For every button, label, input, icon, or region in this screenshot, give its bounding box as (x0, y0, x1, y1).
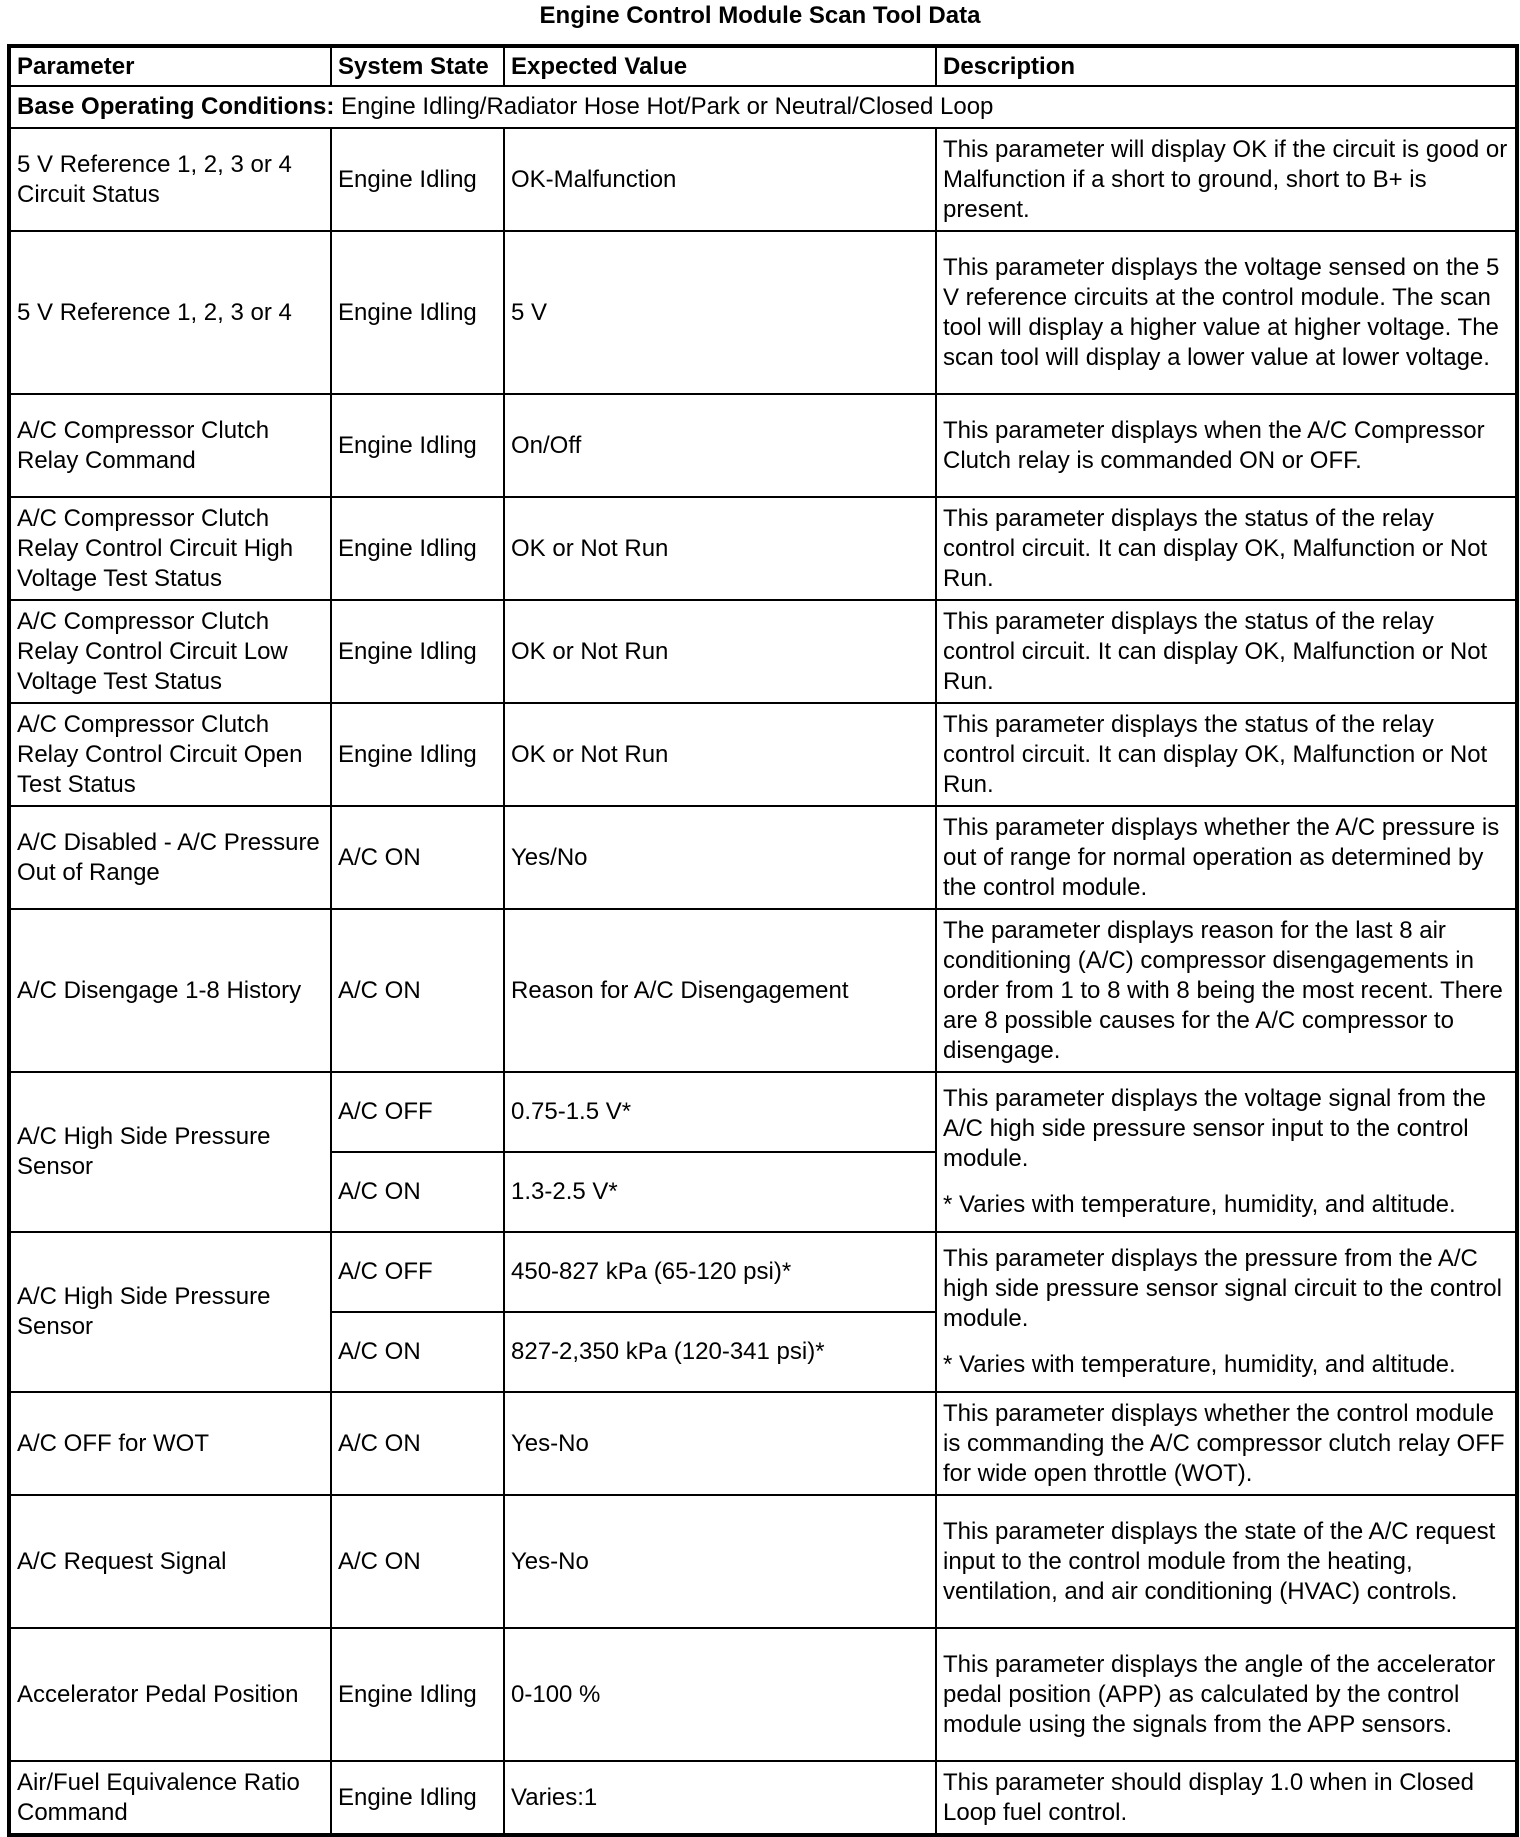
table-row (9, 703, 1517, 806)
state-cell: A/C ON (331, 1392, 504, 1495)
state-cell: Engine Idling (331, 703, 504, 806)
base-conditions (9, 86, 1517, 128)
state-cell: Engine Idling (331, 600, 504, 703)
state-cell: A/C OFF (331, 1232, 504, 1312)
table-row (9, 497, 1517, 600)
value-cell: 450-827 kPa (65-120 psi)* (504, 1232, 936, 1312)
state-cell: Engine Idling (331, 394, 504, 497)
parameter-cell: A/C High Side Pressure Sensor (9, 1072, 331, 1232)
table-row (9, 394, 1517, 497)
description-note: * Varies with temperature, humidity, and altitude. (943, 1191, 1456, 1218)
header-row (9, 46, 1517, 86)
state-cell: Engine Idling (331, 231, 504, 394)
base-conditions-row (9, 86, 1517, 128)
description-cell (936, 1072, 1517, 1232)
table-row (9, 1761, 1517, 1835)
value-cell: 0-100 % (504, 1628, 936, 1761)
table-row (9, 1392, 1517, 1495)
description-cell: This parameter displays whether the control module is commanding the A/C compressor clutch relay OFF for wide open throttle (WOT). (936, 1392, 1517, 1495)
header-expected-value: Expected Value (504, 46, 936, 86)
parameter-cell: A/C Request Signal (9, 1495, 331, 1628)
description-cell: This parameter displays the voltage sensed on the 5 V reference circuits at the control module. The scan tool will display a higher value at higher voltage. The scan tool will display a lower value at lower voltage. (936, 231, 1517, 394)
state-cell: Engine Idling (331, 497, 504, 600)
parameter-cell: A/C High Side Pressure Sensor (9, 1232, 331, 1392)
parameter-cell: A/C Compressor Clutch Relay Control Circuit High Voltage Test Status (9, 497, 331, 600)
scan-data-table (7, 44, 1519, 1837)
description-text: This parameter displays the voltage signal from the A/C high side pressure sensor input to the control module. (943, 1085, 1486, 1172)
parameter-cell: A/C Disabled - A/C Pressure Out of Range (9, 806, 331, 909)
state-cell: A/C ON (331, 1152, 504, 1232)
state-cell: Engine Idling (331, 128, 504, 231)
description-cell: This parameter displays the status of the relay control circuit. It can display OK, Malfunction or Not Run. (936, 497, 1517, 600)
value-cell: Yes-No (504, 1495, 936, 1628)
table-row (9, 600, 1517, 703)
page-title: Engine Control Module Scan Tool Data (539, 2, 981, 29)
parameter-cell: A/C Compressor Clutch Relay Command (9, 394, 331, 497)
value-cell: 827-2,350 kPa (120-341 psi)* (504, 1312, 936, 1392)
description-cell: This parameter should display 1.0 when in Closed Loop fuel control. (936, 1761, 1517, 1835)
base-conditions-label: Base Operating Conditions: (17, 93, 335, 120)
parameter-cell: 5 V Reference 1, 2, 3 or 4 (9, 231, 331, 394)
description-cell: The parameter displays reason for the last 8 air conditioning (A/C) compressor disengagements in order from 1 to 8 with 8 being the most recent. There are 8 possible causes for the A/C compressor to disengage. (936, 909, 1517, 1072)
value-cell: Varies:1 (504, 1761, 936, 1835)
table-row (9, 128, 1517, 231)
state-cell: A/C ON (331, 1312, 504, 1392)
value-cell: Yes-No (504, 1392, 936, 1495)
state-cell: A/C ON (331, 909, 504, 1072)
description-cell: This parameter displays whether the A/C pressure is out of range for normal operation as determined by the control module. (936, 806, 1517, 909)
parameter-cell: 5 V Reference 1, 2, 3 or 4 Circuit Status (9, 128, 331, 231)
description-note: * Varies with temperature, humidity, and altitude. (943, 1351, 1456, 1378)
value-cell: 0.75-1.5 V* (504, 1072, 936, 1152)
header-parameter: Parameter (9, 46, 331, 86)
value-cell: Reason for A/C Disengagement (504, 909, 936, 1072)
parameter-cell: Accelerator Pedal Position (9, 1628, 331, 1761)
description-cell: This parameter displays the status of the relay control circuit. It can display OK, Malfunction or Not Run. (936, 600, 1517, 703)
value-cell: OK-Malfunction (504, 128, 936, 231)
table-row (9, 1628, 1517, 1761)
state-cell: Engine Idling (331, 1761, 504, 1835)
header-description: Description (936, 46, 1517, 86)
value-cell: On/Off (504, 394, 936, 497)
description-cell: This parameter displays the angle of the accelerator pedal position (APP) as calculated by the control module using the signals from the APP sensors. (936, 1628, 1517, 1761)
state-cell: Engine Idling (331, 1628, 504, 1761)
parameter-cell: A/C OFF for WOT (9, 1392, 331, 1495)
description-cell (936, 1232, 1517, 1392)
table-row (9, 806, 1517, 909)
value-cell: OK or Not Run (504, 703, 936, 806)
description-cell: This parameter displays the status of the relay control circuit. It can display OK, Malfunction or Not Run. (936, 703, 1517, 806)
value-cell: Yes/No (504, 806, 936, 909)
value-cell: 1.3-2.5 V* (504, 1152, 936, 1232)
table-row (9, 909, 1517, 1072)
state-cell: A/C ON (331, 1495, 504, 1628)
description-cell: This parameter displays when the A/C Compressor Clutch relay is commanded ON or OFF. (936, 394, 1517, 497)
description-text: This parameter displays the pressure from the A/C high side pressure sensor signal circuit to the control module. (943, 1245, 1502, 1332)
value-cell: OK or Not Run (504, 497, 936, 600)
parameter-cell: A/C Disengage 1-8 History (9, 909, 331, 1072)
parameter-cell: A/C Compressor Clutch Relay Control Circuit Low Voltage Test Status (9, 600, 331, 703)
table-row (9, 1232, 1517, 1312)
value-cell: 5 V (504, 231, 936, 394)
parameter-cell: Air/Fuel Equivalence Ratio Command (9, 1761, 331, 1835)
description-cell: This parameter will display OK if the circuit is good or Malfunction if a short to ground, short to B+ is present. (936, 128, 1517, 231)
base-conditions-text: Engine Idling/Radiator Hose Hot/Park or Neutral/Closed Loop (334, 93, 994, 120)
table-row (9, 231, 1517, 394)
state-cell: A/C ON (331, 806, 504, 909)
description-cell: This parameter displays the state of the A/C request input to the control module from the heating, ventilation, and air conditioning (HVAC) controls. (936, 1495, 1517, 1628)
table-row (9, 1495, 1517, 1628)
state-cell: A/C OFF (331, 1072, 504, 1152)
header-system-state: System State (331, 46, 504, 86)
table-row (9, 1072, 1517, 1152)
parameter-cell: A/C Compressor Clutch Relay Control Circuit Open Test Status (9, 703, 331, 806)
value-cell: OK or Not Run (504, 600, 936, 703)
